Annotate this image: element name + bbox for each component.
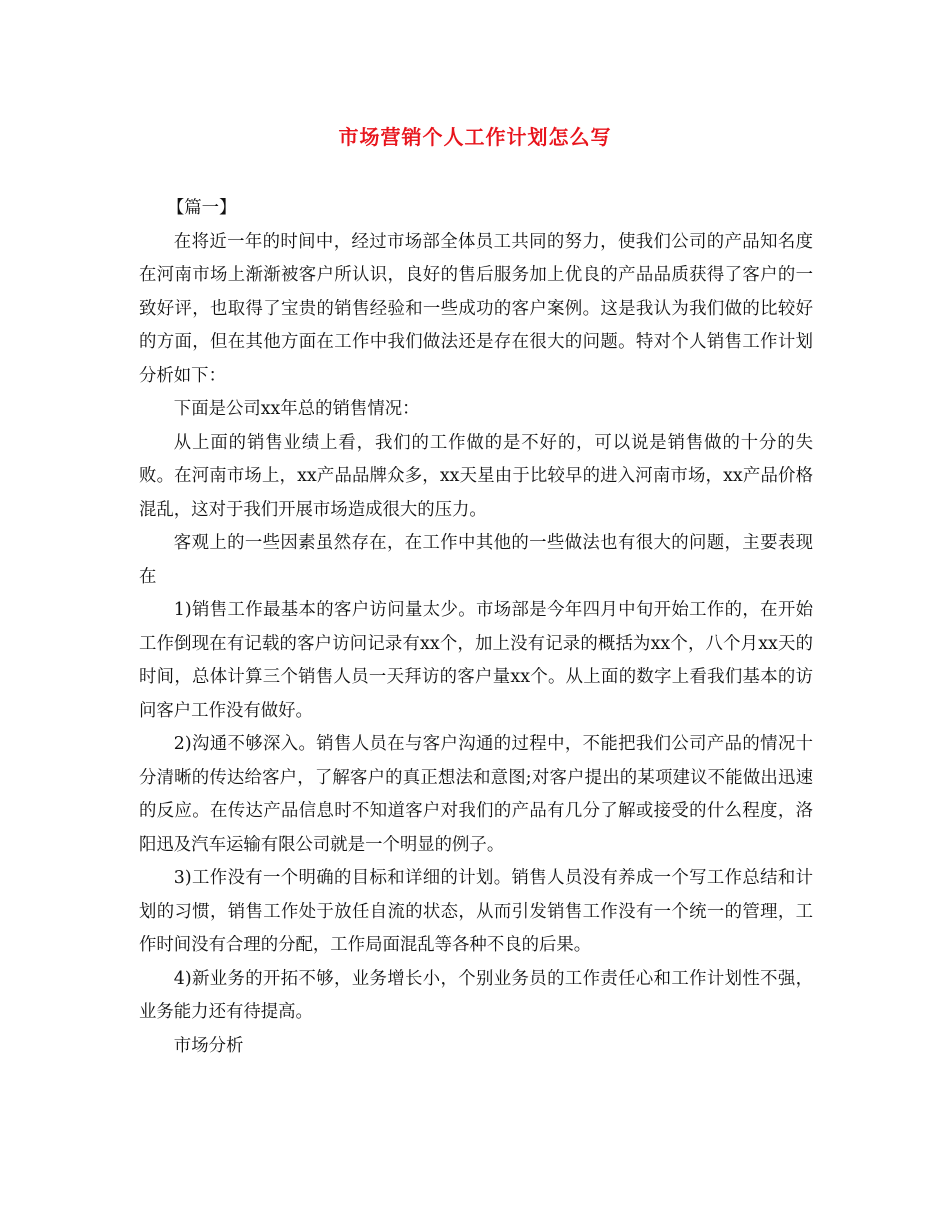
section-heading: 【篇一】 [166, 198, 237, 218]
paragraph-intro: 在将近一年的时间中，经过市场部全体员工共同的努力，使我们公司的产品知名度在河南市场上渐渐被客户所认识，良好的售后服务加上优良的产品品质获得了客户的一致好评，也取得了宝贵的销售经验和一些成功的客户案例。这是我认为我们做的比较好的方面，但在其他方面在工作中我们做法还是存在很大的问题。特对个人销售工作计划分析如下： [139, 231, 813, 386]
paragraph-item-1: 1)销售工作最基本的客户访问量太少。市场部是今年四月中旬开始工作的，在开始工作倒现在有记载的客户访问记录有xx个，加上没有记录的概括为xx个，八个月xx天的时间，总体计算三个销售人员一天拜访的客户量xx个。从上面的数字上看我们基本的访问客户工作没有做好。 [139, 600, 813, 721]
paragraph-problems: 客观上的一些因素虽然存在，在工作中其他的一些做法也有很大的问题，主要表现在 [139, 533, 813, 587]
document-title: 市场营销个人工作计划怎么写 [338, 125, 612, 149]
paragraph-item-3: 3)工作没有一个明确的目标和详细的计划。销售人员没有养成一个写工作总结和计划的习惯，销售工作处于放任自流的状态，从而引发销售工作没有一个统一的管理，工作时间没有合理的分配，工作局面混乱等各种不良的后果。 [139, 868, 813, 955]
document-body [139, 192, 813, 1063]
paragraph-item-4: 4)新业务的开拓不够，业务增长小，个别业务员的工作责任心和工作计划性不强，业务能力还有待提高。 [139, 968, 813, 1022]
paragraph-item-2: 2)沟通不够深入。销售人员在与客户沟通的过程中，不能把我们公司产品的情况十分清晰的传达给客户，了解客户的真正想法和意图;对客户提出的某项建议不能做出迅速的反应。在传达产品信息时不知道客户对我们的产品有几分了解或接受的什么程度，洛阳迅及汽车运输有限公司就是一个明显的例子。 [139, 734, 813, 855]
paragraph-sales-summary: 下面是公司xx年总的销售情况： [173, 399, 420, 419]
paragraph-market-analysis: 市场分析 [173, 1035, 244, 1056]
paragraph-performance: 从上面的销售业绩上看，我们的工作做的是不好的，可以说是销售做的十分的失败。在河南市场上，xx产品品牌众多，xx天星由于比较早的进入河南市场，xx产品价格混乱，这对于我们开展市场造成很大的压力。 [139, 432, 813, 520]
